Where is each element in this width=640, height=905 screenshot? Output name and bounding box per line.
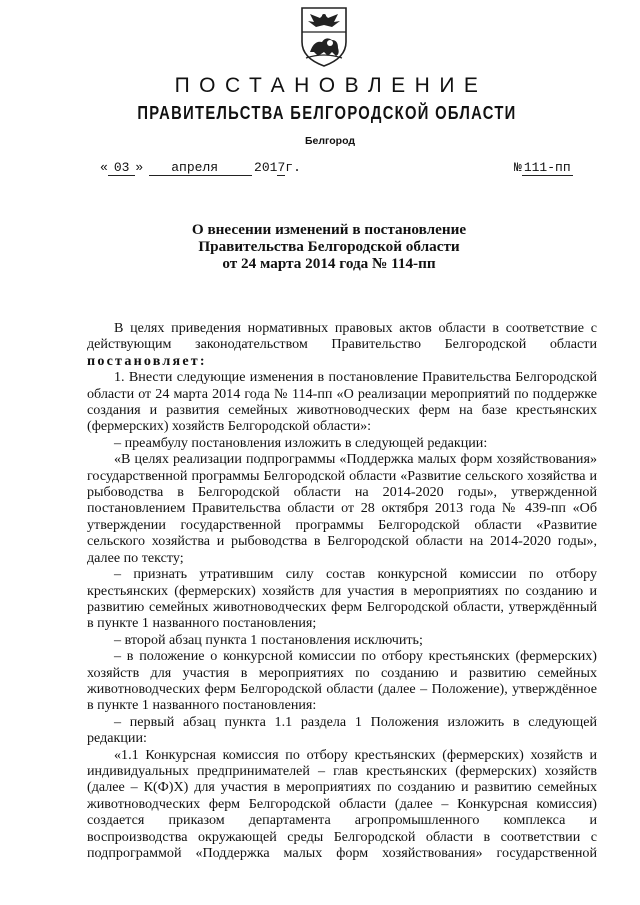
- date-year-prefix: 201: [254, 160, 278, 175]
- paragraph-new-preamble: «В целях реализации подпрограммы «Поддержка малых форм хозяйствования» государственной программы Белгородской области «Развитие сельского хозяйства и рыбоводства в Белгородской области на 2014-2020 годы», утвержденной постановлением Правительства области от 28 октября 2013 года № 439-пп «Об утверждении государственной программы Белгородской области «Развитие сельского хозяйства и рыбоводства в Белгородской области на 2014-2020 годы», далее по тексту;: [87, 451, 597, 566]
- date-month: апреля: [149, 160, 252, 176]
- paragraph-first-abzac: – первый абзац пункта 1.1 раздела 1 Положения изложить в следующей редакции:: [87, 713, 597, 747]
- preamble-text: В целях приведения нормативных правовых актов области в соответствие с действующим законодательством Правительство Белгородской области: [87, 320, 597, 353]
- date-day: 03: [108, 160, 136, 176]
- coat-of-arms-icon: [296, 6, 352, 68]
- paragraph-regulation: – в положение о конкурсной комиссии по отбору крестьянских (фермерских) хозяйств для участия в мероприятиях по созданию и развитию семейных животноводческих ферм Белгородской области (далее – Положение), утверждённое в пункте 1 названного постановления:: [87, 648, 597, 714]
- resolves-keyword: постановляет:: [87, 352, 207, 369]
- subject-line-3: от 24 марта 2014 года № 114-пп: [222, 255, 436, 272]
- paragraph-clause-1-1: «1.1 Конкурсная комиссия по отбору крестьянских (фермерских) хозяйств и индивидуальных предпринимателей – глав крестьянских (фермерских) хозяйств (далее – К(Ф)Х) для участия в мероприятиях по созданию и развитию семейных животноводческих ферм Белгородской области (далее – Конкурсная комиссия) создается приказом департамента агропромышленного комплекса и воспроизводства окружающей среды Белгородской области в соответствии с подпрограммой «Поддержка малых форм хозяйствования» государственной: [87, 746, 597, 861]
- paragraph-second-abzac: – второй абзац пункта 1 постановления исключить;: [114, 631, 423, 648]
- number-value: 111-пп: [523, 160, 571, 175]
- date-year-unit: г.: [285, 160, 301, 175]
- date-year-suffix: 7: [277, 160, 286, 175]
- date-quote-close: »: [135, 160, 144, 175]
- paragraph-amendment-preamble: – преамбулу постановления изложить в следующей редакции:: [114, 434, 488, 451]
- document-body: [87, 320, 597, 861]
- subject-line-1: О внесении изменений в постановление: [191, 221, 467, 238]
- document-date: [100, 160, 301, 176]
- paragraph-preamble: [87, 320, 597, 369]
- document-subject: [0, 221, 640, 272]
- subject-line-2: Правительства Белгородской области: [198, 238, 460, 255]
- date-quote-open: «: [100, 160, 108, 175]
- number-label: №: [514, 160, 522, 175]
- issuing-city: Белгород: [304, 135, 356, 147]
- paragraph-commission-repeal: – признать утратившим силу состав конкурсной комиссии по отбору крестьянских (фермерских) хозяйств для участия в мероприятиях по созданию и развитию семейных животноводческих ферм Белгородской области, утверждённый в пункте 1 названного постановления;: [87, 566, 597, 632]
- paragraph-item-1: 1. Внести следующие изменения в постановление Правительства Белгородской области от 24 марта 2014 года № 114-пп «О реализации мероприятий по поддержке создания и развития семейных животноводческих ферм на базе крестьянских (фермерских) хозяйств Белгородской области»:: [87, 369, 597, 435]
- document-number: [514, 160, 573, 175]
- document-title: ПОСТАНОВЛЕНИЕ: [174, 74, 488, 97]
- issuing-authority: ПРАВИТЕЛЬСТВА БЕЛГОРОДСКОЙ ОБЛАСТИ: [137, 103, 517, 123]
